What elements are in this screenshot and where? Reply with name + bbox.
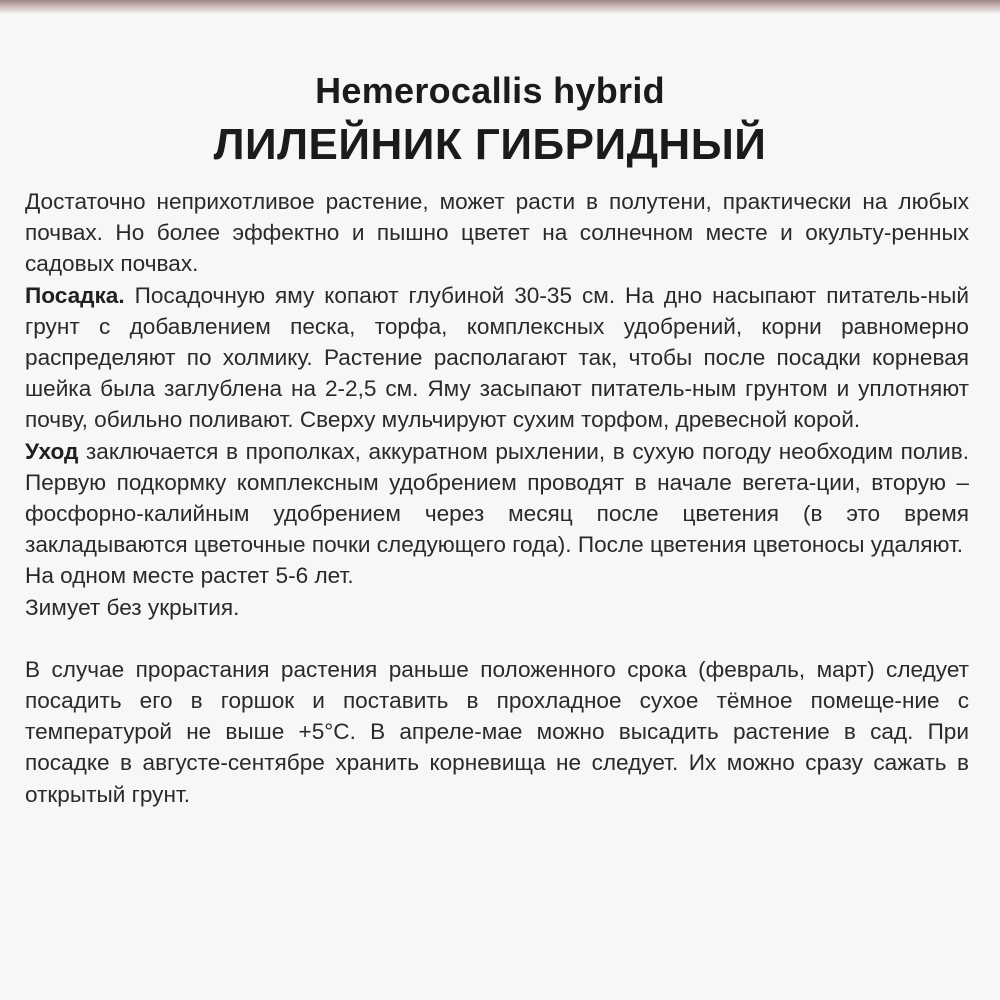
care-text: заключается в прополках, аккуратном рыхлении, в сухую погоду необходим полив. Первую подкормку комплексным удобрением проводят в начале вегета-ции, вторую – фосфорно-калийным удобрением через месяц после цветения (в это время закладываются цветочные почки следующего года). После цветения цветоносы удаляют. — [25, 438, 969, 558]
planting-label: Посадка. — [25, 282, 125, 308]
early-sprouting-paragraph: В случае прорастания растения раньше положенного срока (февраль, март) следует посадить его в горшок и поставить в прохладное сухое тёмное помеще-ние с температурой не выше +5°С. В апреле-мае можно высадить растение в сад. При посадке в августе-сентябре хранить корневища не следует. Их можно сразу сажать в открытый грунт. — [25, 656, 969, 807]
latin-title: Hemerocallis hybrid — [315, 70, 665, 111]
wintering-line: Зимует без укрытия. — [25, 594, 240, 620]
intro-paragraph: Достаточно неприхотливое растение, может расти в полутени, практически на любых почвах. Но более эффектно и пышно цветет на солнечном месте и окульту-ренных садовых почвах. — [25, 189, 969, 277]
package-top-edge — [0, 0, 1000, 14]
care-label: Уход — [25, 438, 79, 464]
paragraph-gap — [25, 623, 969, 654]
russian-title: ЛИЛЕЙНИК ГИБРИДНЫЙ — [213, 120, 767, 169]
care-paragraph — [25, 436, 969, 561]
planting-text: Посадочную яму копают глубиной 30-35 см. На дно насыпают питатель-ный грунт с добавлением песка, торфа, комплексных удобрений, корни равномерно распределяют по холмику. Растение располагают так, чтобы после посадки корневая шейка была заглублена на 2-2,5 см. Яму засыпают питатель-ным грунтом и уплотняют почву, обильно поливают. Сверху мульчируют сухим торфом, древесной корой. — [25, 282, 969, 433]
lifespan-line: На одном месте растет 5-6 лет. — [25, 563, 354, 589]
planting-paragraph — [25, 280, 969, 436]
description-body — [25, 186, 969, 810]
